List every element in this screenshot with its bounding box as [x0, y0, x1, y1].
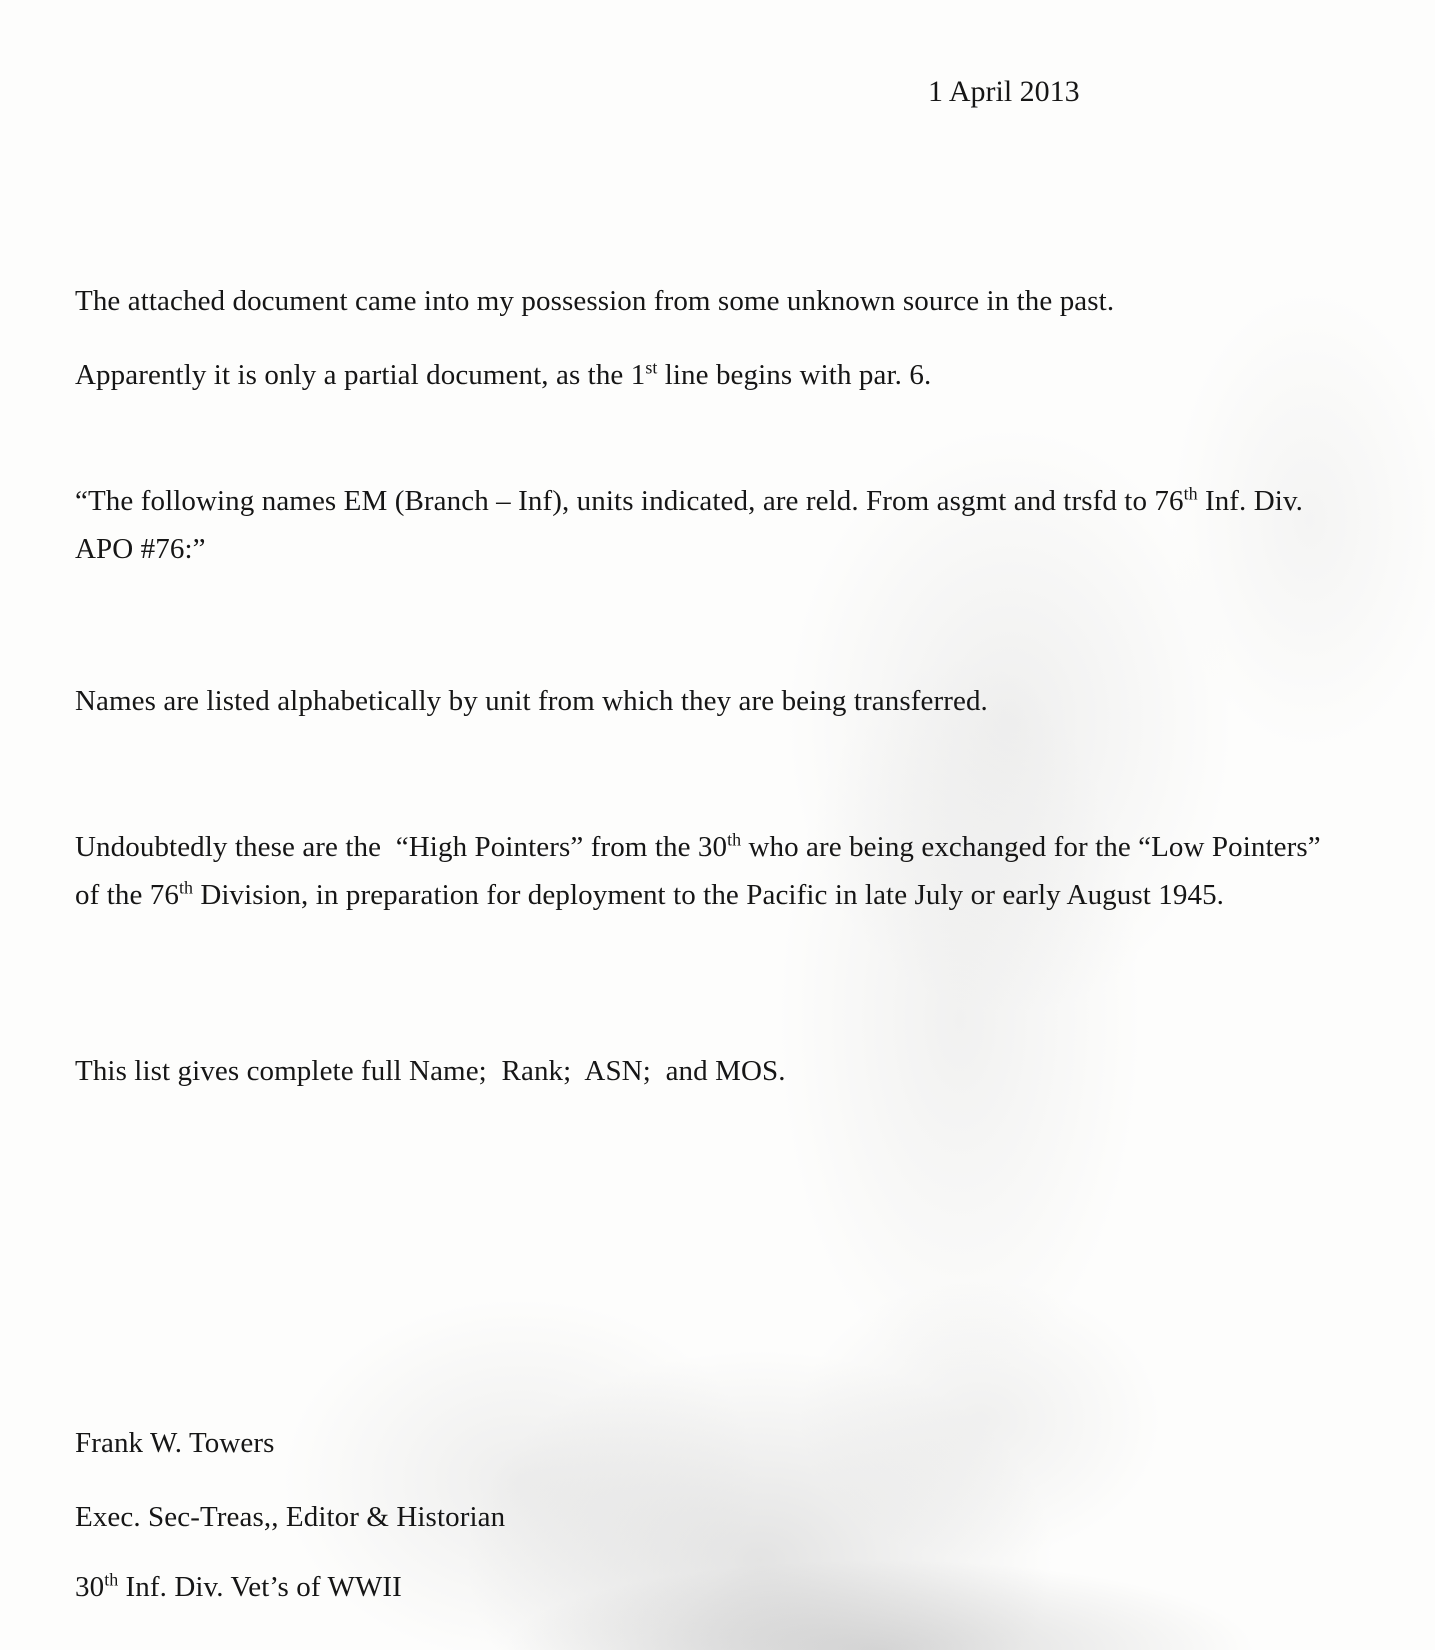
ordinal-superscript-st: st [645, 357, 658, 378]
signature-title: Exec. Sec-Treas,, Editor & Historian [75, 1501, 506, 1533]
paragraph-quoted-order-text-end: Inf. Div. APO #76:” [75, 485, 1309, 565]
signature-name: Frank W. Towers [75, 1427, 275, 1459]
paragraph-list-contents: This list gives complete full Name; Rank; ASN; and MOS. [75, 1055, 786, 1087]
signature-organization-number: 30 [75, 1571, 105, 1603]
paragraph-high-pointers-text: Undoubtedly these are the “High Pointers” from the 30 [75, 831, 728, 863]
paragraph-high-pointers [75, 824, 1350, 919]
ordinal-superscript-th-30: th [727, 829, 742, 850]
paragraph-partial-document-text: Apparently it is only a partial document, as the 1 [75, 359, 646, 391]
ordinal-superscript-th-76: th [179, 876, 193, 897]
paragraph-quoted-order [75, 478, 1350, 573]
paragraph-partial-document [75, 352, 1350, 400]
paragraph-high-pointers-text-mid: who are being exchanged for the “Low Pointers” of the 76 [75, 831, 1329, 911]
signature-organization-text: Inf. Div. Vet’s of WWII [118, 1571, 402, 1603]
ordinal-superscript-th: th [1183, 483, 1198, 504]
paragraph-source: The attached document came into my possession from some unknown source in the past. [75, 285, 1115, 317]
paragraph-high-pointers-text-end: Division, in preparation for deployment to the Pacific in late July or early August 1945. [192, 878, 1225, 911]
letter-date: 1 April 2013 [928, 75, 1080, 108]
paragraph-partial-document-text-end: line begins with par. 6. [657, 359, 932, 391]
signature-organization [75, 1564, 1350, 1612]
ordinal-superscript-th-org: th [104, 1569, 119, 1590]
paragraph-quoted-order-text: “The following names EM (Branch – Inf), units indicated, are reld. From asgmt and trsfd to 76 [75, 485, 1184, 517]
paragraph-alphabetical-note: Names are listed alphabetically by unit from which they are being transferred. [75, 685, 988, 717]
